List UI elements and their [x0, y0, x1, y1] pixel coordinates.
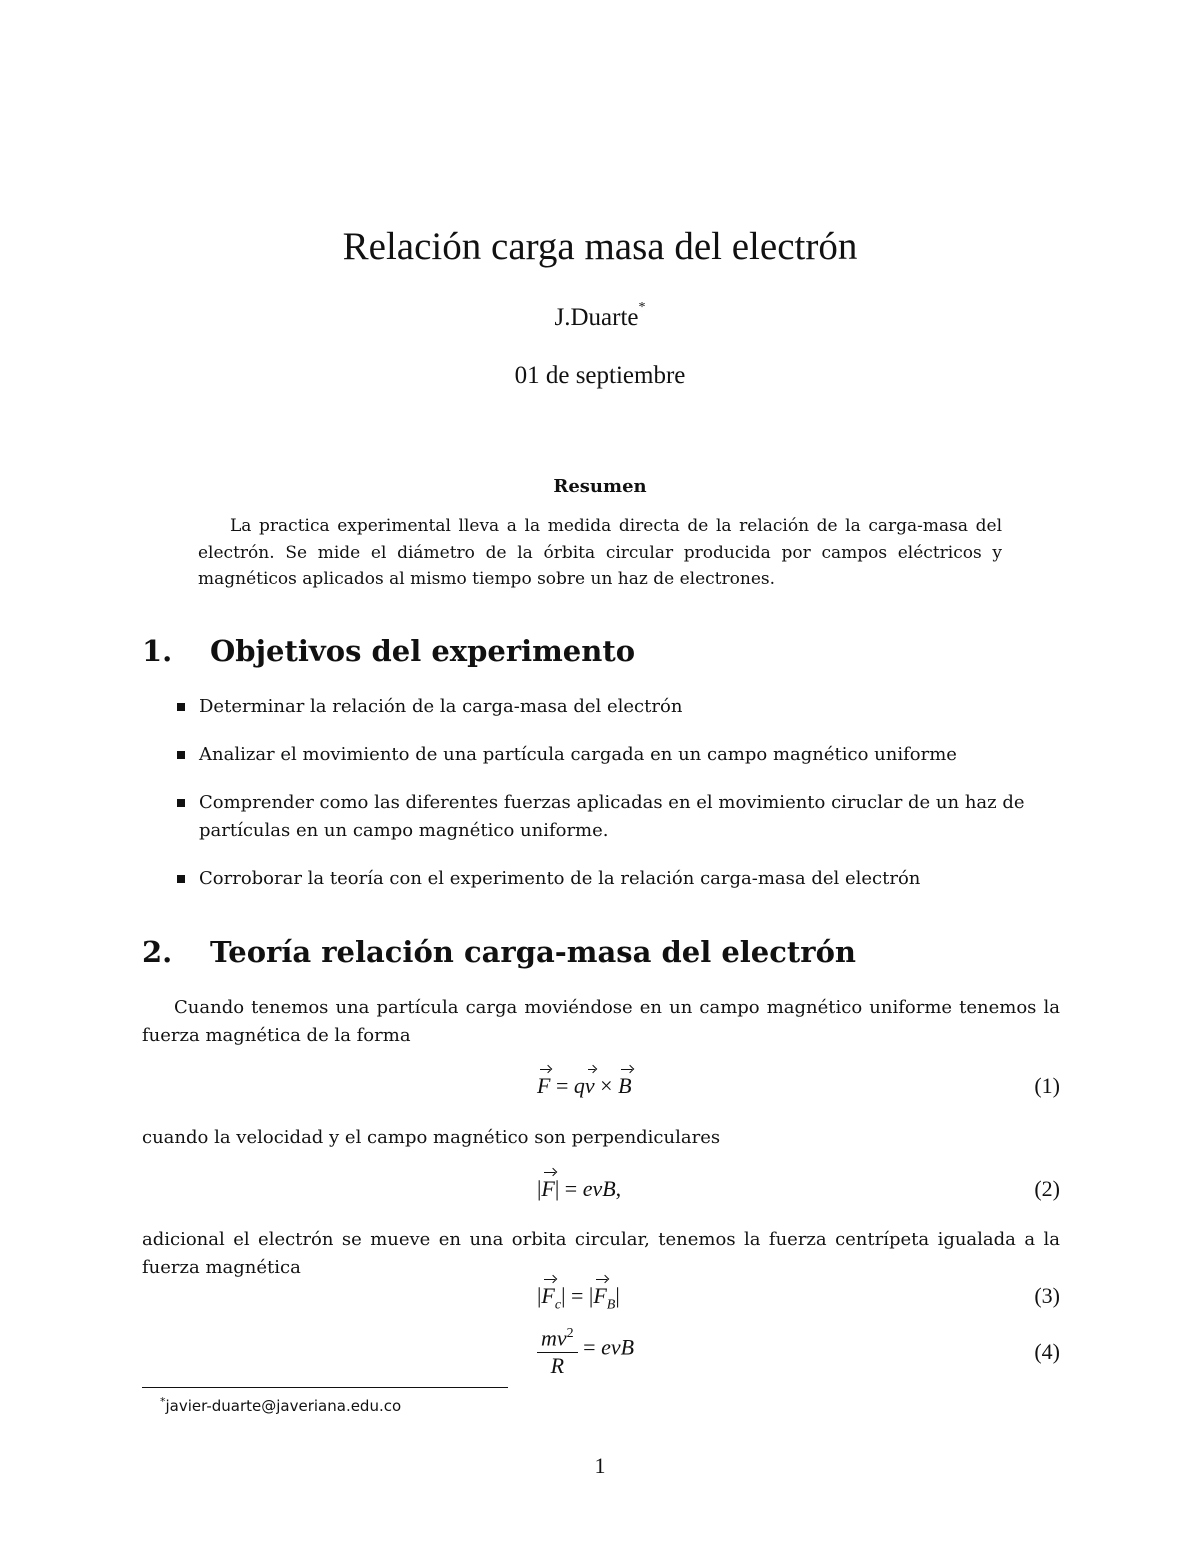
author-footnote-mark: * [638, 300, 646, 315]
equation-number: (2) [1034, 1176, 1060, 1201]
section-title: Teoría relación carga-masa del electrón [210, 935, 857, 969]
bullet-square-icon [177, 751, 185, 759]
list-item [142, 693, 1062, 721]
list-item-text: Determinar la relación de la carga-masa del electrón [199, 696, 683, 717]
equation-3-math: $|F_c| = |F_B|$ [537, 1280, 620, 1321]
list-item-text: Corroborar la teoría con el experimento de la relación carga-masa del electrón [199, 868, 921, 889]
equation-4-math: $\frac{mv^2}{R}$ = evB [537, 1320, 634, 1379]
equation-2-math: |F| = evB, [537, 1173, 621, 1205]
author-line [0, 300, 1200, 333]
section-2-heading [142, 934, 1062, 970]
section-title: Objetivos del experimento [210, 634, 636, 668]
theory-paragraph-1: Cuando tenemos una partícula carga moviéndose en un campo magnético uniforme tenemos la fuerza magnética de la forma [142, 997, 1060, 1046]
author-name: J.Duarte [554, 304, 639, 331]
section-number: 2. [142, 935, 173, 969]
equation-number: (4) [1034, 1339, 1060, 1364]
paper-title: Relación carga masa del electrón [342, 225, 858, 268]
footnote-email: javier-duarte@javeriana.edu.co [165, 1397, 402, 1415]
equation-number: (3) [1034, 1283, 1060, 1308]
abstract-heading: Resumen [553, 476, 647, 497]
equation-1-math: F = qv × B [537, 1070, 632, 1102]
footnote-mark: * [160, 1395, 166, 1408]
list-item [142, 865, 1062, 893]
bullet-square-icon [177, 875, 185, 883]
bullet-square-icon [177, 703, 185, 711]
theory-paragraph-2: cuando la velocidad y el campo magnético son perpendiculares [142, 1127, 721, 1148]
objectives-list [142, 693, 1062, 913]
footnote-rule [142, 1387, 508, 1388]
paper-date: 01 de septiembre [514, 362, 686, 389]
bullet-square-icon [177, 799, 185, 807]
equation-2 [142, 1173, 1060, 1205]
equation-number: (1) [1034, 1073, 1060, 1098]
equation-1 [142, 1070, 1060, 1102]
page-number: 1 [594, 1453, 606, 1478]
equation-4 [142, 1325, 1060, 1379]
section-1-heading [142, 633, 1062, 669]
theory-paragraph-3: adicional el electrón se mueve en una orbita circular, tenemos la fuerza centrípeta igualada a la fuerza magnética [142, 1229, 1060, 1278]
list-item [142, 789, 1062, 845]
section-number: 1. [142, 634, 173, 668]
abstract-text: La practica experimental lleva a la medida directa de la relación de la carga-masa del electrón. Se mide el diámetro de la órbita circular producida por campos eléctricos y magnéticos aplicados al mismo tiempo sobre un haz de electrones. [198, 516, 1002, 589]
list-item [142, 741, 1062, 769]
list-item-text: Comprender como las diferentes fuerzas aplicadas en el movimiento ciruclar de un haz de partículas en un campo magnético uniforme. [199, 792, 1025, 841]
list-item-text: Analizar el movimiento de una partícula cargada en un campo magnético uniforme [199, 744, 957, 765]
footnote [160, 1395, 960, 1417]
equation-3 [142, 1280, 1060, 1312]
